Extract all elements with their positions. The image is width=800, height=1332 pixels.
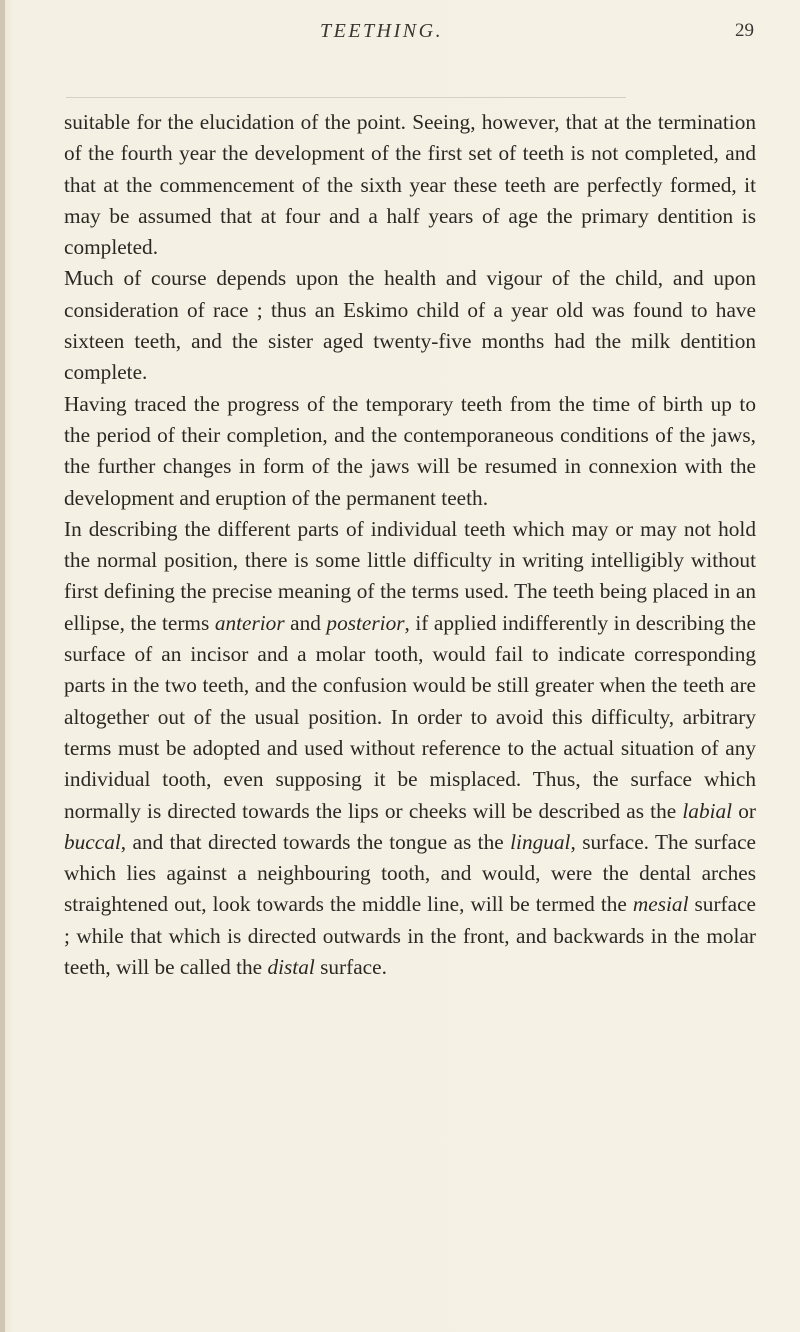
italic-term: mesial bbox=[632, 892, 689, 917]
italic-term: distal bbox=[267, 955, 315, 980]
page-number: 29 bbox=[735, 20, 754, 41]
text-run: and bbox=[284, 610, 327, 635]
italic-term: buccal bbox=[64, 829, 121, 854]
italic-term: anterior bbox=[214, 610, 285, 635]
running-head: TEETHING. bbox=[320, 20, 444, 42]
text-run: surface. bbox=[314, 955, 387, 980]
paragraph bbox=[64, 389, 756, 514]
text-run: , and that directed towards the tongue as the bbox=[120, 829, 511, 854]
paragraph bbox=[64, 514, 756, 983]
text-run: or bbox=[732, 798, 756, 823]
body-text bbox=[64, 107, 756, 983]
text-run: , if applied indifferently in describing the surface of an incisor and a molar tooth, would fail to indicate corresponding parts in the two teeth, and the confusion would be still greater when the teeth are altogether out of the usual position. In order to avoid this difficulty, arbitrary terms must be adopted and used without reference to the actual situation of any individual tooth, even supposing it be misplaced. Thus, the surface which normally is directed towards the lips or cheeks will be described as the bbox=[64, 610, 756, 823]
header-rule bbox=[66, 97, 626, 98]
page-edge-shadow bbox=[0, 0, 5, 1332]
text-run: Much of course depends upon the health and vigour of the child, and upon consideration of race ; thus an Eskimo child of a year old was found to have sixteen teeth, and the sister aged twenty-five months had the milk dentition complete. bbox=[64, 266, 756, 385]
italic-term: lingual bbox=[510, 829, 571, 854]
paragraph bbox=[64, 107, 756, 263]
page-header bbox=[62, 18, 754, 46]
text-run: suitable for the elucidation of the point. Seeing, however, that at the termination of the fourth year the development of the first set of teeth is not completed, and that at the commencement of the sixth year these teeth are perfectly formed, it may be assumed that at four and a half years of age the primary dentition is completed. bbox=[64, 110, 756, 260]
text-run: Having traced the progress of the temporary teeth from the time of birth up to the period of their completion, and the contemporaneous conditions of the jaws, the further changes in form of the jaws will be resumed in connexion with the development and eruption of the permanent teeth. bbox=[64, 391, 756, 510]
text-run: In describing the different parts of individual teeth which may or may not hold the normal position, there is some little difficulty in writing intelligibly without first defining the precise meaning of the terms used. The teeth being placed in an ellipse, the terms bbox=[64, 516, 756, 635]
italic-term: posterior bbox=[326, 610, 405, 635]
text-run: , surface. The surface which lies against a neighbouring tooth, and would, were the dental arches straightened out, look towards the middle line, will be termed the bbox=[64, 829, 756, 917]
italic-term: labial bbox=[682, 798, 733, 823]
paragraph bbox=[64, 263, 756, 388]
text-run: surface ; while that which is directed outwards in the front, and backwards in the molar teeth, will be called the bbox=[64, 892, 756, 980]
